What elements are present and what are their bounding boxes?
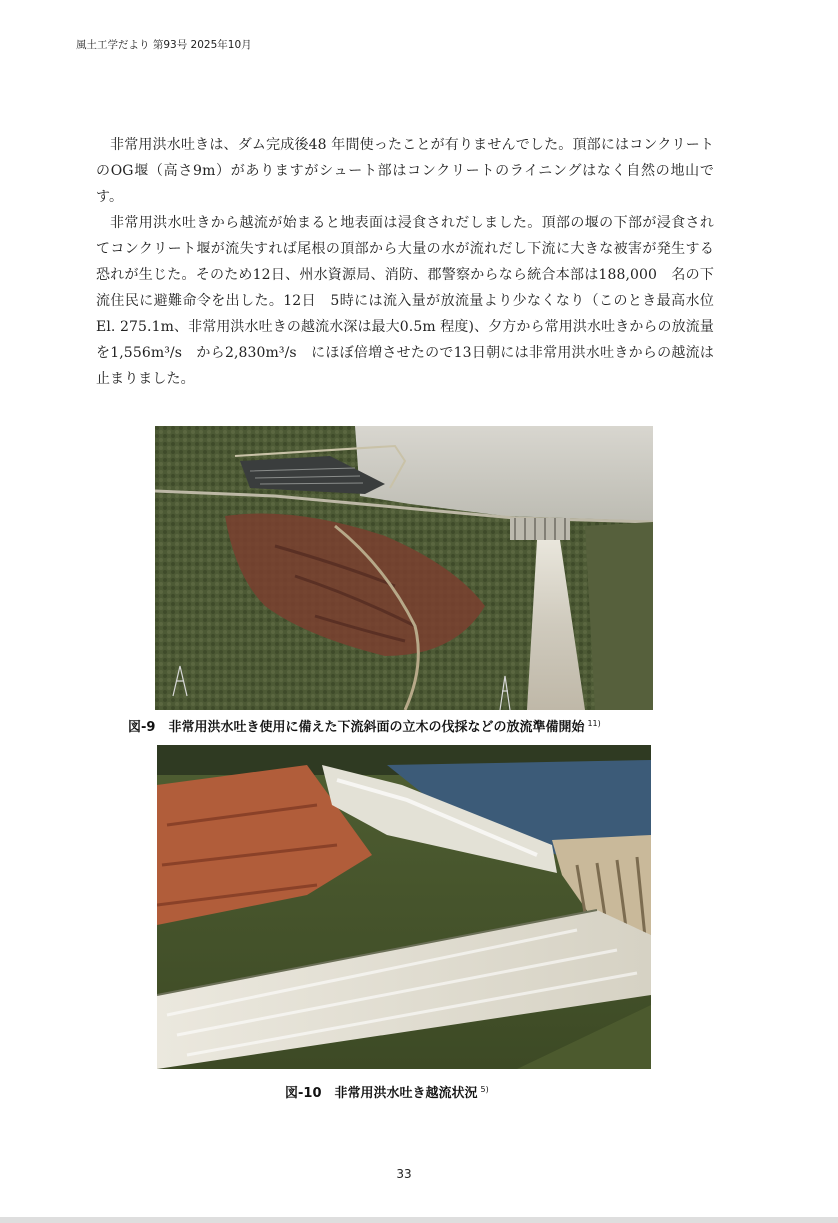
figure-9-reference: 11) bbox=[587, 718, 601, 728]
figure-10-photo bbox=[157, 745, 651, 1069]
newsletter-header: 風土工学だより 第93号 2025年10月 bbox=[76, 39, 252, 51]
paragraph: 非常用洪水吐きは、ダム完成後48 年間使ったことが有りませんでした。頂部にはコンクリートのOG堰（高さ9m）がありますがシュート部はコンクリートのライニングはなく自然の地山です。 bbox=[96, 137, 714, 205]
paragraph: 非常用洪水吐きから越流が始まると地表面は浸食されだしました。頂部の堰の下部が浸食されてコンクリート堰が流失すれば尾根の頂部から大量の水が流れだし下流に大きな被害が発生する恐れが生じた。そのため12日、州水資源局、消防、郡警察からなら統合本部は188,000 名の下流住民に避難命令を出した。12日 5時には流入量が放流量より少なくなり（このとき最高水位El. 275.1m、非常用洪水吐きの越流水深は最大0.5m 程度)、夕方から常用洪水吐きからの放流量を1,556m³/s から2,830m³/s にほぼ倍増させたので13日朝には非常用洪水吐きからの越流は止まりました。 bbox=[96, 215, 714, 387]
page-number: 33 bbox=[396, 1167, 412, 1181]
figure-9-photo bbox=[155, 426, 653, 710]
viewer-bottom-bar bbox=[0, 1217, 838, 1223]
figure-10-caption: 図-10 非常用洪水吐き越流状況 $^{5)}$ bbox=[285, 1084, 489, 1101]
figure-9-caption: 図-9 非常用洪水吐き使用に備えた下流斜面の立木の伐採などの放流準備開始 $^{11)}$ bbox=[128, 718, 601, 735]
body-text bbox=[96, 132, 714, 392]
figure-10-reference: 5) bbox=[480, 1084, 489, 1094]
